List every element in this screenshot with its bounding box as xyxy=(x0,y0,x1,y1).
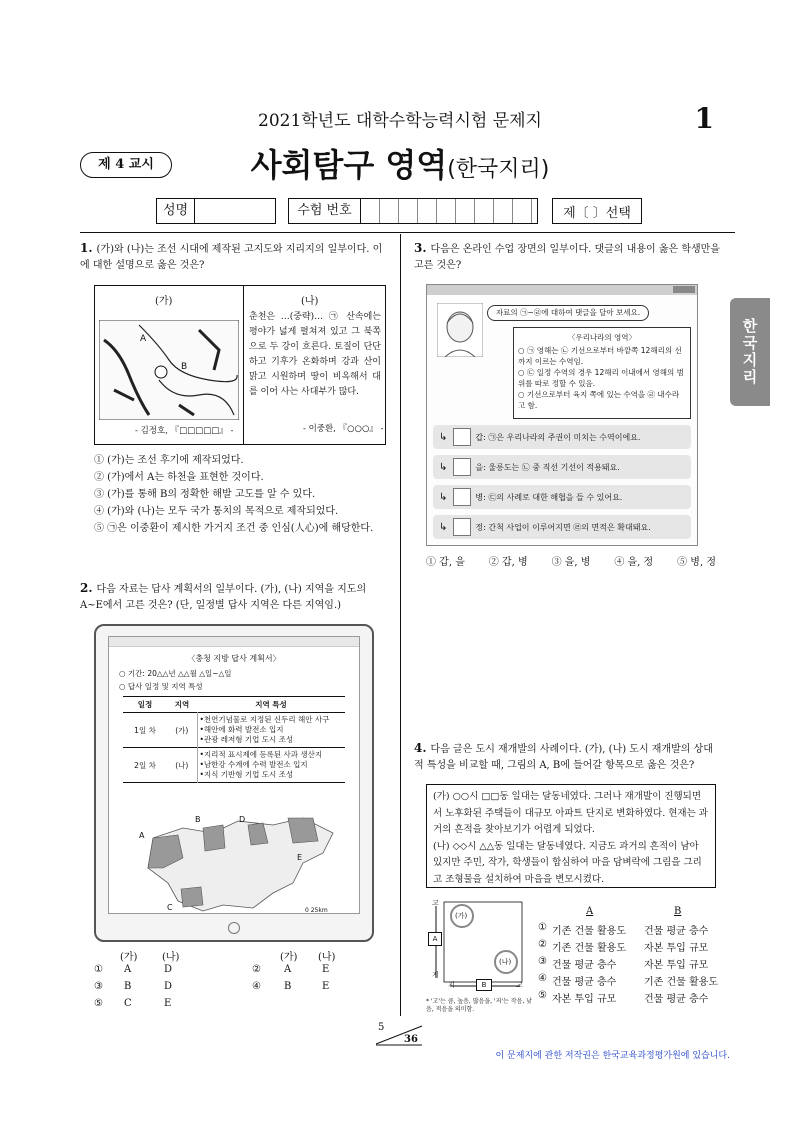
card-item: ○ 기선으로부터 육지 쪽에 있는 수역을 ㉣ 내수라고 함. xyxy=(518,390,680,410)
q1-figure-box xyxy=(94,285,386,445)
exam-title: 2021학년도 대학수학능력시험 문제지 xyxy=(258,111,542,131)
comment-item[interactable] xyxy=(433,515,691,539)
opt-num: ② xyxy=(252,964,261,975)
row-feature: •관광 레저형 기업 도시 조성 xyxy=(199,735,294,744)
exam-number-cells xyxy=(361,199,537,223)
choice-field[interactable]: 제〔 〕선택 xyxy=(552,198,642,224)
q4-option-row[interactable] xyxy=(538,973,728,990)
reply-icon: ↳ xyxy=(439,431,448,443)
ans-head-na: (나) xyxy=(162,952,180,963)
student-avatar xyxy=(453,518,471,536)
q4-text: 다음 글은 도시 재개발의 사례이다. (가), (나) 도시 재개발의 상대적 특성을 비교할 때, 그림의 A, B에 들어갈 항목으로 옳은 것은? xyxy=(414,744,713,771)
col-a-head: A xyxy=(586,906,594,917)
q1-text-na: 춘천은 …(중략)… ㉠ 산속에는 평야가 넓게 펼쳐져 있고 그 북쪽으로 두 강이 흐른다. 토질이 단단하고 기후가 온화하며 강과 산이 맑고 시원하며 땅이 비옥해서 대를 이어 사는 사대부가 많다. xyxy=(249,312,381,397)
opt-b: 건물 평균 층수 xyxy=(644,994,709,1005)
map-label-e: E xyxy=(297,853,303,862)
q1-option[interactable]: ① (가)는 조선 후기에 제작되었다. xyxy=(94,455,244,466)
opt-b: 자본 투입 규모 xyxy=(644,943,709,954)
row-day: 1일 차 xyxy=(134,725,156,735)
opt-ga: B xyxy=(124,981,132,992)
row-feature: •지식 기반형 기업 도시 조성 xyxy=(199,770,294,779)
comment-text: 갑: ㉠은 우리나라의 주권이 미치는 수역이에요. xyxy=(475,432,641,442)
q4-stem xyxy=(414,740,720,774)
q1-option[interactable]: ③ (가)를 통해 B의 정확한 해발 고도를 알 수 있다. xyxy=(94,489,316,500)
q4-answers xyxy=(538,906,728,1007)
exam-number-field[interactable] xyxy=(288,198,538,224)
q1-option[interactable]: ⑤ ㉠은 이중환이 제시한 가거지 조건 중 인심(人心)에 해당한다. xyxy=(94,523,374,534)
map-label-c: C xyxy=(167,903,173,912)
q1-option[interactable]: ④ (가)와 (나)는 모두 국가 통치의 목적으로 제작되었다. xyxy=(94,506,339,517)
row-feature: •해안에 화력 발전소 입지 xyxy=(199,725,284,734)
comment-item[interactable] xyxy=(433,485,691,509)
opt-num: ① xyxy=(94,964,103,975)
axis-go-right: 고 xyxy=(516,981,523,989)
q2-stem xyxy=(80,580,388,614)
opt-ga: B xyxy=(284,981,292,992)
comment-item[interactable] xyxy=(433,425,691,449)
axis-ji-bottom: 지 xyxy=(432,971,439,979)
header-divider xyxy=(80,232,735,233)
q2-number: 2. xyxy=(80,581,93,595)
online-class-window xyxy=(426,284,698,546)
q3-option[interactable]: ③ 을, 병 xyxy=(551,557,591,568)
territory-card xyxy=(513,327,691,419)
row-feature: •남한강 수계에 수력 발전소 입지 xyxy=(199,760,308,769)
q2-option-row[interactable] xyxy=(92,981,392,998)
q4-text-ga: (가) ○○시 □□동 일대는 달동네였다. 그러나 재개발이 진행되면서 노후화된 주택들이 대규모 아파트 단지로 변화하였다. 현재는 과거의 흔적을 찾아보기가 어렵게 되었다. xyxy=(433,791,708,835)
opt-num: ② xyxy=(538,939,547,950)
th-day: 일정 xyxy=(137,700,153,709)
th-region: 지역 xyxy=(174,700,190,709)
q3-option[interactable]: ② 갑, 병 xyxy=(488,557,528,568)
card-item: ○ ㉢ 일정 수역의 경우 12해리 이내에서 영해의 범위를 따로 정할 수 있음. xyxy=(518,368,684,388)
row-day: 2일 차 xyxy=(134,760,156,770)
opt-b: 건물 평균 층수 xyxy=(644,926,709,937)
q1-label-ga: (가) xyxy=(155,296,173,307)
plan-period: ○ 기간: 20△△년 △△월 △일~△일 xyxy=(119,669,232,678)
ans-head-ga: (가) xyxy=(280,952,298,963)
q3-option[interactable]: ④ 을, 정 xyxy=(614,557,654,568)
opt-ga: A xyxy=(284,964,292,975)
q1-number: 1. xyxy=(80,241,93,255)
map-label-d: D xyxy=(239,815,246,824)
q3-number: 3. xyxy=(414,241,427,255)
opt-na: D xyxy=(164,964,173,975)
exam-number-label: 수험 번호 xyxy=(289,199,361,223)
map-label-a: A xyxy=(140,334,147,344)
student-avatar xyxy=(453,458,471,476)
q1-options xyxy=(94,452,394,537)
column-divider xyxy=(400,234,401,1016)
q3-option[interactable]: ① 갑, 을 xyxy=(426,557,465,568)
plan-table xyxy=(123,696,345,783)
opt-a: 기존 건물 활용도 xyxy=(552,943,626,954)
opt-na: E xyxy=(322,981,330,992)
table-row xyxy=(123,713,345,748)
th-features: 지역 특성 xyxy=(255,700,287,709)
old-map-image xyxy=(99,320,239,420)
tablet-statusbar xyxy=(109,637,359,647)
plan-schedule-label: ○ 답사 일정 및 지역 특성 xyxy=(119,682,203,691)
page-total: 36 xyxy=(404,1034,418,1045)
axis-ji-left: 지 xyxy=(448,981,455,989)
opt-na: E xyxy=(164,998,172,1009)
q4-figure-note: * '고'는 큼, 높음, 많음을, '저'는 작음, 낮음, 적음을 의미함. xyxy=(426,998,532,1013)
page-counter xyxy=(374,1022,424,1046)
page-number: 1 xyxy=(694,102,714,135)
q2-answers xyxy=(92,948,392,1015)
copyright-notice: 이 문제지에 관한 저작권은 한국교육과정평가원에 있습니다. xyxy=(495,1051,730,1061)
q1-stem xyxy=(80,240,388,274)
comment-text: 정: 간척 사업이 이루어지면 ㉣의 면적은 확대돼요. xyxy=(475,522,651,532)
opt-na: D xyxy=(164,981,173,992)
opt-a: 건물 평균 층수 xyxy=(552,960,617,971)
q1-option[interactable]: ② (가)에서 A는 하천을 표현한 것이다. xyxy=(94,472,264,483)
opt-num: ④ xyxy=(538,973,547,984)
reply-icon: ↳ xyxy=(439,461,448,473)
col-b-head: B xyxy=(674,906,682,917)
row-region: (가) xyxy=(175,725,189,735)
q4-option-row[interactable] xyxy=(538,922,728,939)
subject-main: 사회탐구 영역 xyxy=(250,146,448,184)
fig-na: (나) xyxy=(499,958,512,966)
opt-num: ⑤ xyxy=(538,990,547,1001)
ans-head-ga: (가) xyxy=(120,952,138,963)
tablet-screen xyxy=(108,636,360,914)
q1-box-divider xyxy=(243,286,244,444)
opt-na: E xyxy=(322,964,330,975)
fig-ga: (가) xyxy=(455,912,468,920)
q3-text: 다음은 온라인 수업 장면의 일부이다. 댓글의 내용이 옳은 학생만을 고른 것은? xyxy=(414,244,720,271)
name-label: 성명 xyxy=(157,199,195,223)
q1-text: (가)와 (나)는 조선 시대에 제작된 고지도와 지리지의 일부이다. 이에 대한 설명으로 옳은 것은? xyxy=(80,244,383,271)
student-avatar xyxy=(453,428,471,446)
q3-stem xyxy=(414,240,720,274)
q2-option-row[interactable] xyxy=(92,998,392,1015)
q4-option-row[interactable] xyxy=(538,956,728,973)
name-field[interactable] xyxy=(156,198,276,224)
reply-icon: ↳ xyxy=(439,521,448,533)
window-controls[interactable] xyxy=(673,286,695,293)
window-titlebar xyxy=(427,285,697,295)
opt-num: ⑤ xyxy=(94,998,103,1009)
comment-item[interactable] xyxy=(433,455,691,479)
q2-option-row[interactable] xyxy=(92,964,392,981)
comment-list xyxy=(433,425,691,539)
session-badge: 제 4 교시 xyxy=(80,152,172,178)
card-item: ○ ㉠ 영해는 ㉡ 기선으로부터 바깥쪽 12해리의 선까지 이르는 수역임. xyxy=(518,346,682,366)
subject-title xyxy=(0,140,800,186)
opt-ga: A xyxy=(124,964,132,975)
opt-num: ① xyxy=(538,922,547,933)
comment-text: 을: 울릉도는 ㉡ 중 직선 기선이 적용돼요. xyxy=(475,462,620,472)
q1-map-caption: - 김정호, 『□□□□□』 - xyxy=(135,426,234,436)
q1-text-caption: - 이중환, 『○○○』 - xyxy=(303,424,384,434)
opt-num: ③ xyxy=(94,981,103,992)
ans-head-na: (나) xyxy=(318,952,336,963)
map-label-b: B xyxy=(181,362,188,372)
teacher-avatar xyxy=(437,303,483,357)
opt-a: 기존 건물 활용도 xyxy=(552,926,626,937)
opt-a: 자본 투입 규모 xyxy=(552,994,617,1005)
q4-text-box xyxy=(426,784,716,888)
subject-sub: (한국지리) xyxy=(447,157,550,182)
row-feature: •지리적 표시제에 등록된 사과 생산지 xyxy=(199,750,323,759)
comment-text: 병: ㉢의 사례로 대한 해협을 들 수 있어요. xyxy=(475,492,623,502)
teacher-bubble: 자료의 ㉠~㉣에 대하여 댓글을 달아 보세요. xyxy=(487,305,649,321)
q4-option-row[interactable] xyxy=(538,939,728,956)
plan-title: 〈충청 지방 답사 계획서〉 xyxy=(187,654,281,663)
q4-option-row[interactable] xyxy=(538,990,728,1007)
opt-b: 기존 건물 활용도 xyxy=(644,977,718,988)
q2-text: 다음 자료는 답사 계획서의 일부이다. (가), (나) 지역을 지도의 A~E에서 고른 것은? (단, 일정별 답사 지역은 다른 지역임.) xyxy=(80,584,367,611)
q4-number: 4. xyxy=(414,741,427,755)
reply-icon: ↳ xyxy=(439,491,448,503)
card-title: 〈우리나라의 영역〉 xyxy=(567,333,637,342)
student-avatar xyxy=(453,488,471,506)
table-row xyxy=(123,748,345,783)
axis-a-label: A xyxy=(428,932,442,946)
q3-options xyxy=(426,554,716,571)
opt-ga: C xyxy=(124,998,132,1009)
q1-label-na: (나) xyxy=(301,296,319,307)
map-scale: 0 25km xyxy=(305,907,328,914)
tablet-home-button xyxy=(228,922,240,934)
map-label-b: B xyxy=(195,815,201,824)
row-region: (나) xyxy=(175,760,189,770)
chungcheong-map xyxy=(143,813,343,913)
opt-a: 건물 평균 층수 xyxy=(552,977,617,988)
q3-option[interactable]: ⑤ 병, 정 xyxy=(677,557,716,568)
side-tab: 한국지리 xyxy=(730,298,770,406)
axis-go-top: 고 xyxy=(432,899,439,907)
page-current: 5 xyxy=(378,1022,385,1033)
opt-num: ③ xyxy=(538,956,547,967)
opt-b: 자본 투입 규모 xyxy=(644,960,709,971)
tablet-frame xyxy=(94,624,374,942)
axis-b-label: B xyxy=(476,979,492,991)
opt-num: ④ xyxy=(252,981,261,992)
q4-text-na: (나) ◇◇시 △△동 일대는 달동네였다. 지금도 과거의 흔적이 남아 있지만 주민, 작가, 학생들이 합심하여 마을 담벼락에 그림을 그리고 조형물을 설치하여 마을을 변모시켰다. xyxy=(433,840,702,885)
row-feature: •천연기념물로 지정된 신두리 해안 사구 xyxy=(199,715,330,724)
map-label-a: A xyxy=(139,831,145,840)
